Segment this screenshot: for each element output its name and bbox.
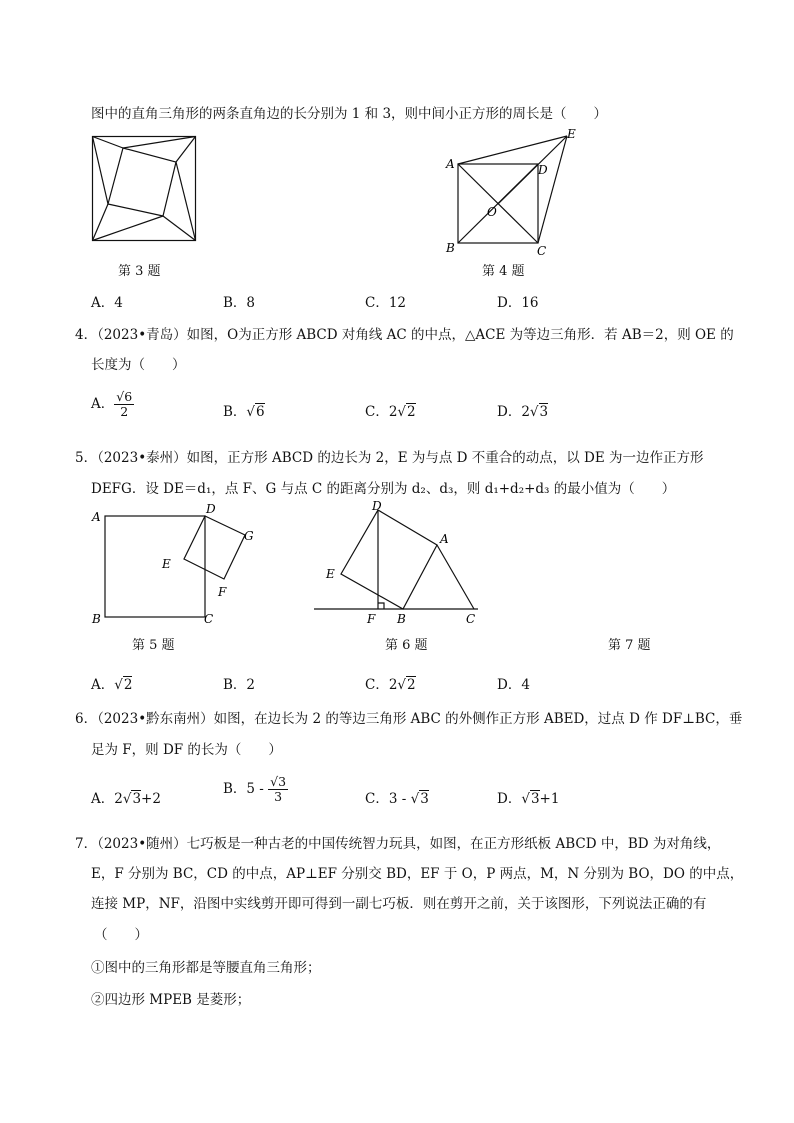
fig5-label-f: F — [218, 585, 227, 599]
q5-option-c: C．2√2 — [365, 677, 416, 693]
figure-3 — [92, 136, 196, 242]
q4-option-b: B．√6 — [223, 404, 265, 420]
fig4-label-b: B — [446, 241, 455, 255]
q7-line2: E，F 分别为 BC，CD 的中点，AP⊥EF 分别交 BD，EF 于 O，P 两点，M，N 分别为 BO，DO 的中点， — [91, 866, 744, 882]
fig5-caption: 第 5 题 — [132, 638, 175, 653]
fig5-label-c: C — [204, 612, 214, 626]
figure-5 — [88, 502, 263, 627]
q4-line2: 长度为（ ） — [91, 357, 186, 373]
fig4-label-a: A — [446, 157, 455, 171]
q5-line2: DEFG．设 DE＝d₁，点 F、G 与点 C 的距离分别为 d₂、d₃，则 d₁+d₂+d₃ 的最小值为（ ） — [91, 481, 676, 497]
fig4-label-c: C — [537, 244, 547, 258]
fig5-label-e: E — [162, 557, 171, 571]
q7-line3: 连接 MP，NF，沿图中实线剪开即可得到一副七巧板．则在剪开之前，关于该图形，下列说法正确的有 — [91, 896, 707, 912]
fig7-caption: 第 7 题 — [608, 638, 651, 653]
q3-option-b: B．8 — [223, 295, 256, 311]
fig5-label-a: A — [92, 510, 101, 524]
q5-option-b: B．2 — [223, 677, 256, 693]
fig6-label-d: D — [372, 499, 382, 513]
q6-option-c: C．3 - √3 — [365, 791, 429, 807]
intro-line: 图中的直角三角形的两条直角边的长分别为 1 和 3，则中间小正方形的周长是（ ） — [91, 106, 608, 122]
q6-line1: 6．（2023•黔东南州）如图，在边长为 2 的等边三角形 ABC 的外侧作正方形 ABED，过点 D 作 DF⊥BC，垂 — [75, 711, 743, 727]
q7-item2: ②四边形 MPEB 是菱形； — [91, 992, 251, 1008]
q6-option-a: A．2√3+2 — [91, 791, 161, 807]
q4-line1: 4．（2023•青岛）如图，O为正方形 ABCD 对角线 AC 的中点，△ACE 为等边三角形．若 AB＝2，则 OE 的 — [75, 327, 734, 343]
q6-option-d: D．√3+1 — [497, 791, 560, 807]
q7-line1: 7．（2023•随州）七巧板是一种古老的中国传统智力玩具，如图，在正方形纸板 ABCD 中，BD 为对角线， — [75, 836, 721, 852]
q7-line4: （ ） — [94, 927, 148, 943]
q4-option-a: A． $\frac{√6}{2}$ — [91, 389, 133, 419]
q4-option-d: D．2√3 — [497, 404, 549, 420]
fig6-label-f: F — [367, 612, 376, 626]
fig3-caption: 第 3 题 — [118, 264, 161, 279]
q5-option-a: A．√2 — [91, 677, 133, 693]
q3-option-a: A．4 — [91, 295, 123, 311]
fig4-caption: 第 4 题 — [482, 264, 525, 279]
fig6-label-b: B — [397, 612, 406, 626]
q7-item1: ①图中的三角形都是等腰直角三角形； — [91, 960, 321, 976]
fig6-label-a: A — [440, 532, 449, 546]
q3-option-c: C．12 — [365, 295, 407, 311]
q5-option-d: D．4 — [497, 677, 530, 693]
q4-option-c: C．2√2 — [365, 404, 416, 420]
q6-option-b: B．5 - $\frac{√3}{3}$ — [223, 774, 287, 804]
fig6-caption: 第 6 题 — [385, 638, 428, 653]
fig5-label-g: G — [244, 529, 254, 543]
fig4-label-e: E — [567, 127, 576, 141]
fig5-label-d: D — [206, 502, 216, 516]
figure-6 — [312, 498, 480, 626]
fig6-label-c: C — [466, 612, 476, 626]
fig6-label-e: E — [326, 567, 335, 581]
fig4-label-d: D — [538, 163, 548, 177]
q5-line1: 5．（2023•泰州）如图，正方形 ABCD 的边长为 2，E 为与点 D 不重合的动点，以 DE 为一边作正方形 — [75, 450, 704, 466]
fig5-label-b: B — [92, 612, 101, 626]
fig4-label-o: O — [487, 205, 497, 219]
figure-4 — [440, 124, 590, 264]
q6-line2: 足为 F，则 DF 的长为（ ） — [91, 742, 282, 758]
q3-option-d: D．16 — [497, 295, 539, 311]
